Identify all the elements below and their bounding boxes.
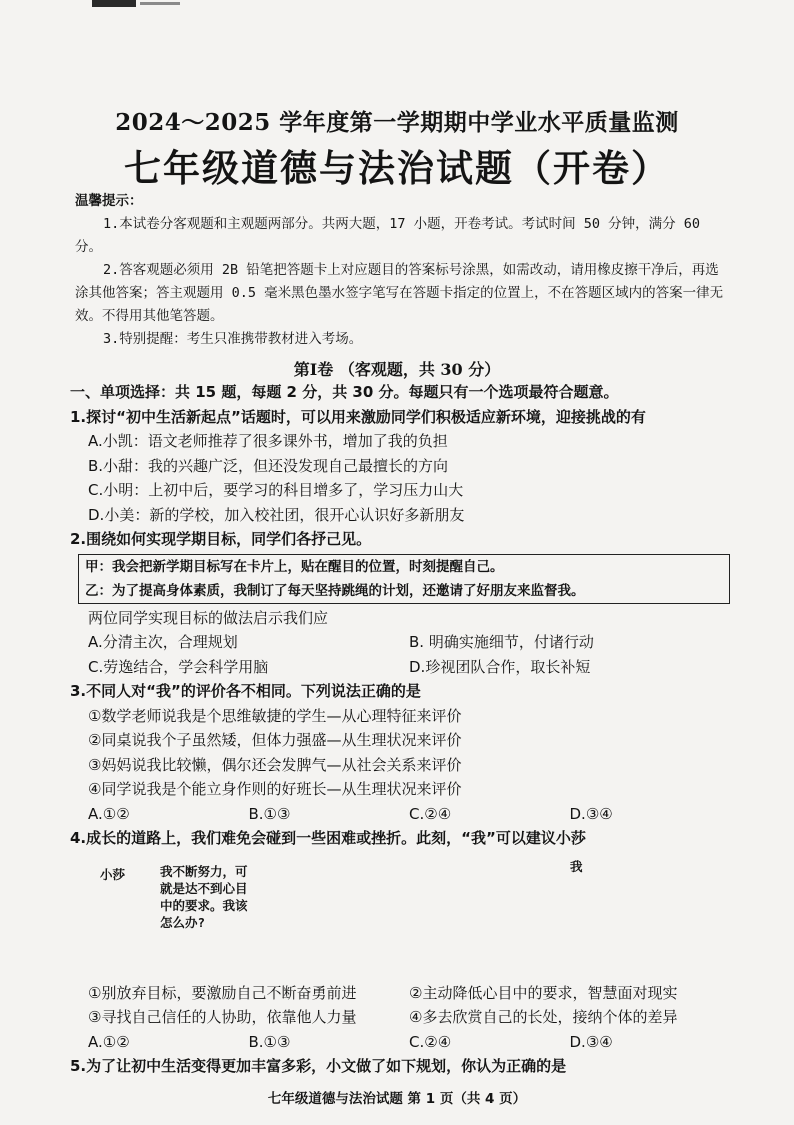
statement: ④多去欣赏自己的长处，接纳个体的差异 bbox=[409, 1008, 678, 1026]
statement: ①数学老师说我是个思维敏捷的学生—从心理特征来评价 bbox=[88, 706, 462, 725]
option: A.①② bbox=[88, 804, 130, 823]
question-area bbox=[70, 380, 730, 1079]
section-title: 第Ⅰ卷 （客观题，共 30 分） bbox=[293, 360, 501, 379]
option: D.③④ bbox=[569, 804, 613, 823]
option: C.劳逸结合，学会科学用脑 bbox=[88, 657, 269, 676]
option: D.③④ bbox=[569, 1032, 613, 1051]
page-footer: 七年级道德与法治试题 第 1 页（共 4 页） bbox=[267, 1091, 527, 1107]
question-stem: 1.探讨“初中生活新起点”话题时，可以用来激励同学们积极适应新环境，迎接挑战的有 bbox=[70, 407, 646, 426]
quote-line: 甲：我会把新学期目标写在卡片上，贴在醒目的位置，时刻提醒自己。 bbox=[85, 558, 504, 575]
tip-item: 1.本试卷分客观题和主观题两部分。共两大题，17 小题，开卷考试。考试时间 50 分钟，满分 60 分。 bbox=[75, 216, 701, 255]
statement: ③妈妈说我比较懒，偶尔还会发脾气—从社会关系来评价 bbox=[88, 755, 462, 774]
bubble-line: 中的要求。我该 bbox=[160, 897, 248, 913]
cartoon-speaker: 小莎 bbox=[100, 866, 126, 882]
question-stem: 5.为了让初中生活变得更加丰富多彩，小文做了如下规划，你认为正确的是 bbox=[70, 1057, 567, 1075]
quote-box bbox=[78, 554, 730, 604]
tips-block bbox=[75, 190, 725, 351]
option-row bbox=[70, 630, 730, 655]
option: D.珍视团队合作，取长补短 bbox=[409, 657, 591, 676]
question-prompt: 两位同学实现目标的做法启示我们应 bbox=[88, 608, 329, 627]
statement: ①别放弃目标，要激励自己不断奋勇前进 bbox=[88, 983, 357, 1002]
option: D.小美：新的学校，加入校社团，很开心认识好多新朋友 bbox=[88, 505, 465, 524]
option-row bbox=[70, 655, 730, 680]
exam-title: 七年级道德与法治试题（开卷） bbox=[124, 146, 670, 190]
option: C.②④ bbox=[409, 1032, 452, 1051]
option: C.小明：上初中后，要学习的科目增多了，学习压力山大 bbox=[88, 481, 464, 499]
tip-item: 3.特别提醒：考生只准携带教材进入考场。 bbox=[103, 331, 363, 347]
option: B. 明确实施细节，付诸行动 bbox=[409, 633, 594, 651]
option: C.②④ bbox=[409, 804, 452, 823]
bubble-line: 我不断努力，可 bbox=[160, 863, 248, 879]
option: A.分清主次，合理规划 bbox=[88, 633, 238, 651]
statement-row bbox=[70, 1005, 730, 1030]
statement: ④同学说我是个能立身作则的好班长—从生理状况来评价 bbox=[88, 780, 462, 798]
option: A.小凯：语文老师推荐了很多课外书，增加了我的负担 bbox=[88, 432, 448, 450]
scan-mark bbox=[92, 0, 136, 7]
tips-title: 温馨提示： bbox=[75, 193, 143, 209]
option: B.①③ bbox=[248, 1032, 291, 1051]
statement-row bbox=[70, 981, 730, 1006]
cartoon-speaker: 我 bbox=[570, 858, 583, 874]
option: B.小甜：我的兴趣广泛，但还没发现自己最擅长的方向 bbox=[88, 456, 449, 475]
option: A.①② bbox=[88, 1032, 130, 1051]
tip-item: 2.答客观题必须用 2B 铅笔把答题卡上对应题目的答案标号涂黑，如需改动，请用橡皮擦干净后，再选涂其他答案；答主观题用 0.5 毫米黑色墨水签字笔写在答题卡指定的位置上，不在答题区域内的答案一律无效。不得用其他笔答题。 bbox=[75, 262, 724, 324]
option-row bbox=[70, 802, 730, 827]
exam-header: 2024～2025 学年度第一学期期中学业水平质量监测 bbox=[115, 109, 679, 136]
speech-bubble bbox=[160, 863, 248, 931]
question-stem: 4.成长的道路上，我们难免会碰到一些困难或挫折。此刻，“我”可以建议小莎 bbox=[70, 829, 586, 847]
part-heading: 一、单项选择：共 15 题，每题 2 分，共 30 分。每题只有一个选项最符合题意。 bbox=[70, 383, 619, 401]
statement: ②同桌说我个子虽然矮，但体力强盛—从生理状况来评价 bbox=[88, 731, 462, 749]
cartoon bbox=[70, 851, 730, 981]
question-stem: 2.围绕如何实现学期目标，同学们各抒己见。 bbox=[70, 530, 372, 548]
bubble-line: 就是达不到心目 bbox=[160, 880, 248, 896]
statement: ②主动降低心目中的要求，智慧面对现实 bbox=[409, 983, 678, 1002]
option-row bbox=[70, 1030, 730, 1055]
bubble-line: 怎么办? bbox=[160, 914, 206, 930]
question-stem: 3.不同人对“我”的评价各不相同。下列说法正确的是 bbox=[70, 682, 421, 700]
option: B.①③ bbox=[248, 804, 291, 823]
statement: ③寻找自己信任的人协助，依靠他人力量 bbox=[88, 1008, 357, 1026]
scan-mark-2 bbox=[140, 2, 180, 5]
quote-line: 乙：为了提高身体素质，我制订了每天坚持跳绳的计划，还邀请了好朋友来监督我。 bbox=[85, 582, 585, 599]
